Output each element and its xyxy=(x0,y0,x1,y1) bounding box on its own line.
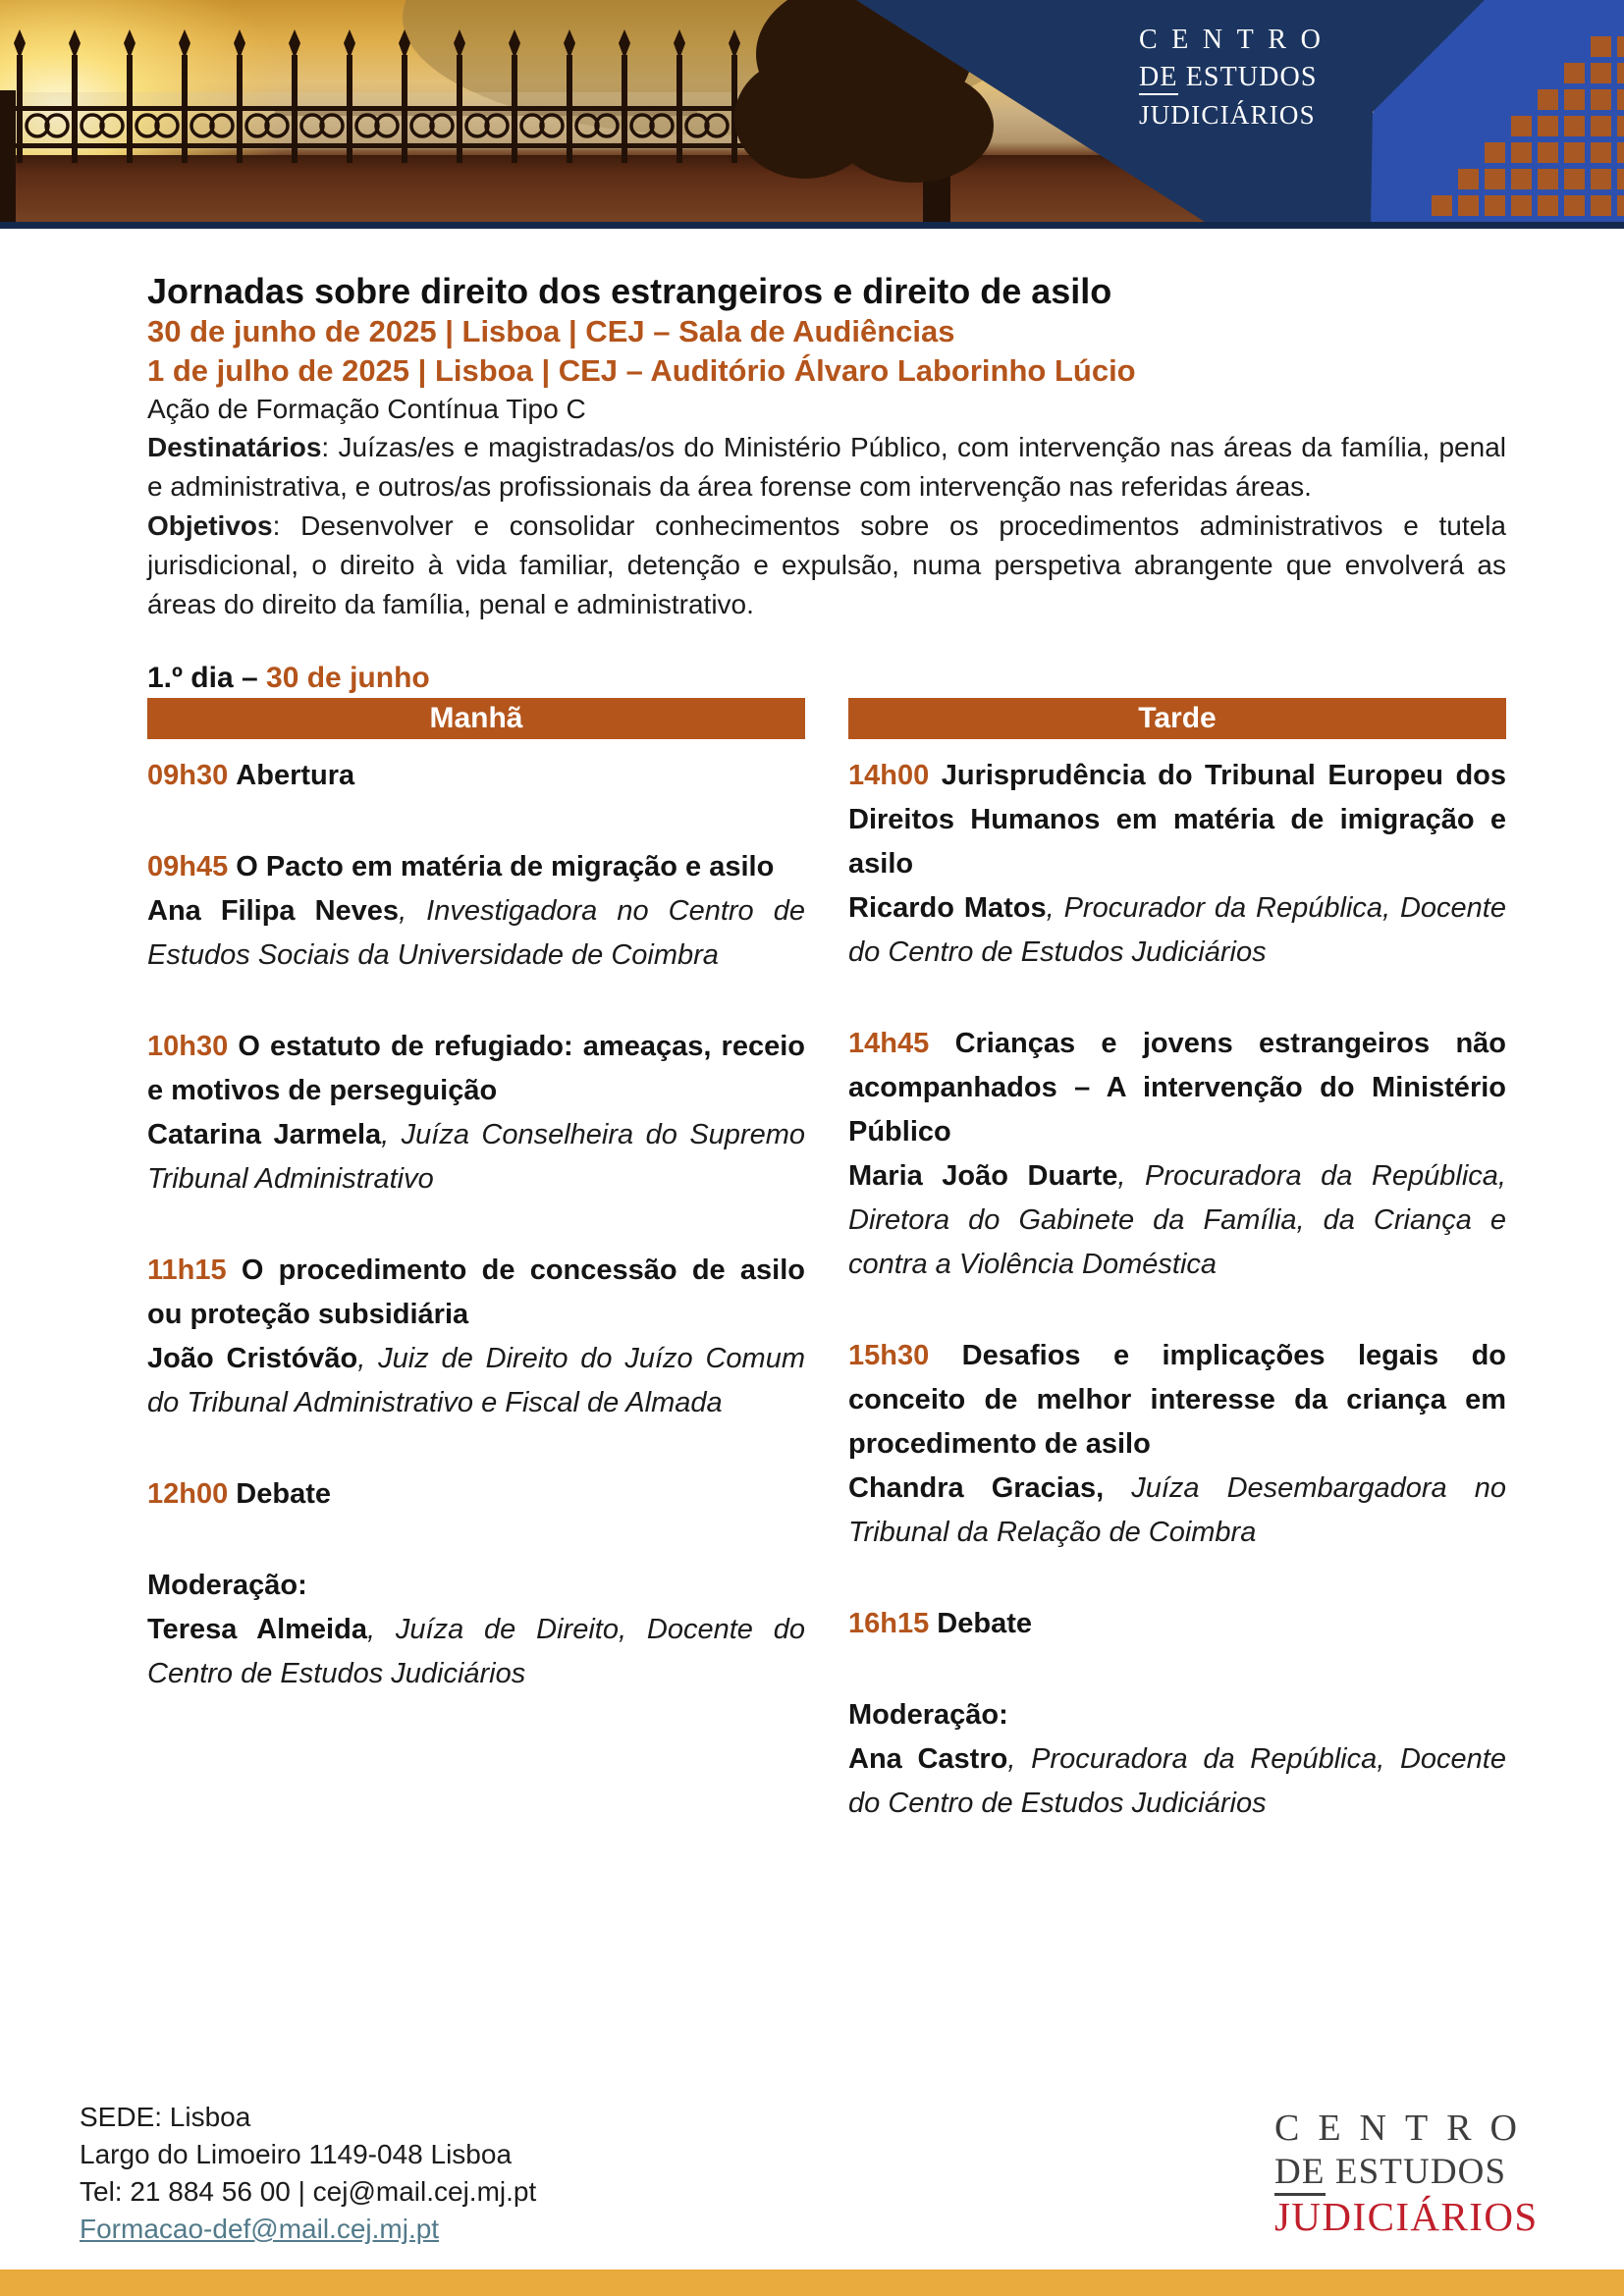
moderator-name: Teresa Almeida xyxy=(147,1614,367,1645)
schedule-event xyxy=(848,754,1506,975)
morning-events xyxy=(147,754,805,1696)
event-speaker-role: , Juiz de Direito do Juízo Comum do Tribunal Administrativo e Fiscal de Almada xyxy=(147,1343,806,1418)
event-speaker-role: , Investigadora no Centro de Estudos Sociais da Universidade de Coimbra xyxy=(147,895,805,971)
event-speaker-role: , Procuradora da República, Diretora do Gabinete da Família, da Criança e contra a Violência Doméstica xyxy=(848,1160,1506,1280)
event-time: 12h00 xyxy=(147,1478,229,1510)
event-title: Debate xyxy=(937,1608,1032,1639)
event-time: 14h45 xyxy=(848,1028,930,1059)
schedule-event xyxy=(147,1472,805,1517)
event-date-line-1: 30 de junho de 2025 | Lisboa | CEJ – Sala de Audiências xyxy=(147,314,955,348)
logo-de-estudos xyxy=(1139,59,1334,96)
event-speaker-role: , Procurador da República, Docente do Centro de Estudos Judiciários xyxy=(848,892,1506,968)
objetivos-label: Objetivos xyxy=(147,510,273,541)
moderator-role: , Procuradora da República, Docente do Centro de Estudos Judiciários xyxy=(848,1743,1506,1819)
destinatarios-text: : Juízas/es e magistradas/os do Ministério Público, com intervenção nas áreas da família, penal e administrativa, e outros/as profissionais da área forense com intervenção nas referidas áreas. xyxy=(147,432,1506,502)
event-time: 16h15 xyxy=(848,1608,930,1639)
moderation-label: Moderação: xyxy=(147,1570,307,1601)
moderation-block xyxy=(147,1564,805,1696)
column-afternoon xyxy=(848,698,1506,1873)
event-time: 11h15 xyxy=(147,1255,227,1286)
footer-contact-block xyxy=(80,2099,536,2248)
logo-de: DE xyxy=(1274,2152,1326,2196)
logo-de-estudos xyxy=(1274,2151,1539,2194)
day-1-heading xyxy=(147,660,430,697)
footer-formacao-email-link[interactable]: Formacao-def@mail.cej.mj.pt xyxy=(80,2214,440,2244)
day-1-date: 30 de junho xyxy=(266,662,430,694)
header-banner xyxy=(0,0,1624,229)
afternoon-events xyxy=(848,754,1506,1826)
logo-estudos: ESTUDOS xyxy=(1325,2152,1507,2192)
cej-logo-header xyxy=(1139,22,1334,133)
column-header-morning: Manhã xyxy=(147,698,805,739)
footer-address: Largo do Limoeiro 1149-048 Lisboa xyxy=(80,2139,513,2169)
banner-photo-illustration xyxy=(0,0,1624,229)
event-speaker: Chandra Gracias, xyxy=(848,1472,1105,1504)
destinatarios-label: Destinatários xyxy=(147,432,322,462)
logo-estudos: ESTUDOS xyxy=(1177,62,1318,92)
event-speaker: Ricardo Matos xyxy=(848,892,1047,924)
event-title: Desafios e implicações legais do conceito de melhor interesse da criança em procedimento de asilo xyxy=(848,1340,1506,1460)
footer-tel-email: Tel: 21 884 56 00 | cej@mail.cej.mj.pt xyxy=(80,2176,537,2207)
schedule-event xyxy=(848,1334,1506,1555)
objetivos-paragraph xyxy=(147,507,1506,624)
logo-centro: CENTRO xyxy=(1274,2108,1536,2149)
event-speaker: João Cristóvão xyxy=(147,1343,358,1374)
moderation-block xyxy=(848,1693,1506,1826)
logo-centro: CENTRO xyxy=(1139,25,1335,55)
cej-logo-footer xyxy=(1274,2107,1539,2239)
banner-bottom-strip xyxy=(0,222,1624,229)
event-title: Crianças e jovens estrangeiros não acompanhados – A intervenção do Ministério Público xyxy=(848,1028,1506,1148)
event-title: O estatuto de refugiado: ameaças, receio e motivos de perseguição xyxy=(147,1031,805,1106)
event-speaker: Catarina Jarmela xyxy=(147,1119,382,1150)
event-time: 09h30 xyxy=(147,760,229,791)
event-title: Abertura xyxy=(236,760,355,791)
event-title: Jurisprudência do Tribunal Europeu dos Direitos Humanos em matéria de imigração e asilo xyxy=(848,760,1506,880)
event-speaker: Maria João Duarte xyxy=(848,1160,1118,1192)
schedule-event xyxy=(147,845,805,978)
event-speaker: Ana Filipa Neves xyxy=(147,895,400,927)
event-speaker-role: , Juíza Conselheira do Supremo Tribunal Administrativo xyxy=(147,1119,805,1195)
schedule-columns xyxy=(147,698,1506,1873)
event-title: Debate xyxy=(236,1478,331,1510)
event-speaker-role: Juíza Desembargadora no Tribunal da Relação de Coimbra xyxy=(848,1472,1507,1548)
event-date-line-2: 1 de julho de 2025 | Lisboa | CEJ – Auditório Álvaro Laborinho Lúcio xyxy=(147,353,1136,388)
event-time: 09h45 xyxy=(147,851,229,882)
event-title: O Pacto em matéria de migração e asilo xyxy=(236,851,775,882)
intro-section xyxy=(147,271,1506,624)
schedule-event xyxy=(147,1025,805,1201)
event-time: 15h30 xyxy=(848,1340,930,1371)
schedule-event xyxy=(848,1022,1506,1287)
day-1-label: 1.º dia – xyxy=(147,662,258,694)
logo-judiciarios: JUDICIÁRIOS xyxy=(1139,100,1316,130)
moderator-role: , Juíza de Direito, Docente do Centro de Estudos Judiciários xyxy=(147,1614,806,1689)
event-time: 14h00 xyxy=(848,760,930,791)
objetivos-text: : Desenvolver e consolidar conhecimentos sobre os procedimentos administrativos e tutela jurisdicional, o direito à vida familiar, detenção e expulsão, numa perspetiva abrangente que envolverá as áreas do direito da família, penal e administrativo. xyxy=(147,510,1506,619)
moderation-label: Moderação: xyxy=(848,1699,1008,1731)
logo-judiciarios: JUDICIÁRIOS xyxy=(1274,2194,1539,2239)
logo-de: DE xyxy=(1139,62,1178,95)
schedule-event xyxy=(848,1602,1506,1646)
destinatarios-paragraph xyxy=(147,428,1506,507)
course-type: Ação de Formação Contínua Tipo C xyxy=(147,394,586,424)
bottom-amber-bar xyxy=(0,2269,1624,2296)
column-morning xyxy=(147,698,805,1873)
footer-sede: SEDE: Lisboa xyxy=(80,2102,251,2132)
schedule-event xyxy=(147,1249,805,1425)
event-title: O procedimento de concessão de asilo ou proteção subsidiária xyxy=(147,1255,805,1330)
schedule-event xyxy=(147,754,805,798)
column-header-afternoon: Tarde xyxy=(848,698,1506,739)
event-time: 10h30 xyxy=(147,1031,229,1062)
moderator-name: Ana Castro xyxy=(848,1743,1008,1775)
page-title: Jornadas sobre direito dos estrangeiros e direito de asilo xyxy=(147,271,1112,311)
